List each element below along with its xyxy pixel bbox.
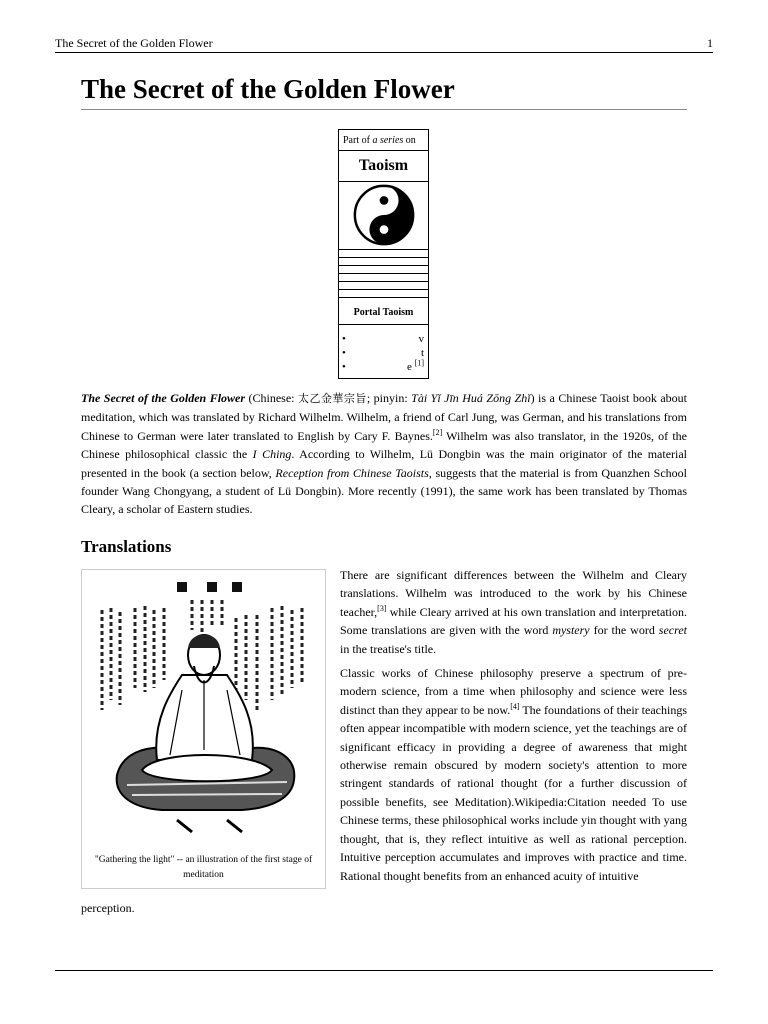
infobox-divider bbox=[339, 324, 428, 325]
infobox-blank-row bbox=[339, 289, 428, 298]
portal-taoism-link[interactable]: Portal Taoism bbox=[353, 307, 414, 318]
footer-rule bbox=[55, 970, 713, 971]
intro-text: . According to Wilhelm, Lü Dongbin was the main originator of the material presented in the book (a section below, bbox=[81, 447, 688, 480]
title-rule bbox=[81, 109, 687, 110]
i-ching-link[interactable]: I Ching bbox=[252, 447, 292, 462]
series-prefix: Part of bbox=[343, 135, 373, 146]
infobox-symbol-cell bbox=[339, 181, 428, 250]
series-suffix: on bbox=[403, 135, 416, 146]
running-header-title: The Secret of the Golden Flower bbox=[55, 36, 213, 50]
reference-3[interactable]: [3] bbox=[377, 603, 387, 613]
illustration-figure bbox=[81, 569, 326, 889]
meditating-figure-illustration[interactable] bbox=[82, 570, 325, 853]
translations-paragraph-1 bbox=[340, 566, 687, 658]
section-heading-translations: Translations bbox=[81, 537, 172, 556]
translations-paragraph-2 bbox=[340, 664, 687, 885]
bullet: • bbox=[342, 361, 346, 373]
navbar-edit-letter[interactable]: e bbox=[407, 361, 412, 373]
navbar-edit-link[interactable] bbox=[407, 358, 424, 373]
yin-yang-icon[interactable] bbox=[353, 184, 415, 246]
figure-caption: "Gathering the light" -- an illustration of the first stage of meditation bbox=[94, 855, 313, 880]
paragraph-text: in the treatise's title. bbox=[340, 641, 437, 656]
secret-term: secret bbox=[658, 623, 687, 638]
intro-text: (Chinese: bbox=[245, 391, 298, 405]
bullet: • bbox=[342, 347, 346, 359]
intro-text: ) is a Chinese Taoist book about meditation, which was translated by Richard Wilhelm. Wilhelm, a friend of Carl Jung, was German, and his translations from Chinese to German were later translated to English by Cary F. Baynes. bbox=[81, 391, 688, 443]
page-number: 1 bbox=[707, 36, 713, 50]
bullet: • bbox=[342, 333, 346, 345]
intro-text: ; pinyin: bbox=[366, 391, 412, 405]
paragraph-text: while Cleary arrived at his own translation and interpretation. Some translations are given with the word bbox=[340, 604, 687, 638]
mystery-term: mystery bbox=[552, 623, 590, 638]
series-infobox bbox=[338, 129, 429, 379]
header-rule bbox=[55, 52, 713, 53]
navbar-talk-link[interactable]: t bbox=[420, 347, 424, 359]
chinese-name: 太乙金華宗旨 bbox=[298, 392, 367, 405]
page-title: The Secret of the Golden Flower bbox=[81, 74, 455, 104]
reference-1[interactable]: [1] bbox=[414, 358, 424, 368]
navbar-view-link[interactable]: v bbox=[418, 333, 424, 345]
series-link[interactable]: a series bbox=[372, 135, 404, 146]
paragraph-text: Classic works of Chinese philosophy preserve a spectrum of pre-modern science, from a time when philosophy and science were less distinct than they appear to be now. bbox=[340, 666, 687, 717]
paragraph-text: for the word bbox=[589, 623, 659, 638]
translations-column bbox=[340, 566, 687, 885]
intro-text: Wilhelm was also translator, in the 1920s, of the Chinese philosophical classic the bbox=[81, 428, 687, 462]
reception-section-link[interactable]: Reception from Chinese Taoists bbox=[275, 465, 429, 480]
series-caption bbox=[339, 130, 428, 151]
paragraph-continuation: perception. bbox=[81, 901, 135, 915]
navbar-edit-item[interactable] bbox=[339, 358, 428, 375]
work-title: The Secret of the Golden Flower bbox=[81, 391, 246, 405]
intro-text: , suggests that the material is from Quanzhen School founder Wang Chongyang, a student of Lü Dongbin). More recently (1991), the same work has been translated by Thomas Cleary, a scholar of Eastern studies. bbox=[81, 465, 687, 517]
navbar-view-item[interactable] bbox=[339, 333, 428, 347]
reference-4[interactable]: [4] bbox=[510, 701, 520, 711]
intro-paragraph bbox=[81, 389, 687, 519]
paragraph-text: There are significant differences between the Wilhelm and Cleary translations. Wilhelm was introduced to the work by his Chinese teacher, bbox=[340, 568, 687, 619]
pinyin-name: Tài Yǐ Jīn Huá Zōng Zhǐ bbox=[411, 391, 531, 405]
infobox-title[interactable]: Taoism bbox=[339, 151, 428, 182]
reference-2[interactable]: [2] bbox=[432, 427, 443, 437]
paragraph-text: The foundations of their teachings often appear incompatible with modern science, yet the teachings are of significant efficacy in providing a degree of awareness that might otherwise remain obscured by modern society's attention to more stringent standards of rational thought (for a further discussion of possible benefits, see Meditation).Wikipedia:Citation needed To use Chinese terms, these philosophical works include yin thought with yang thought, that is, they reflect intuitive as well as rational perception. Intuitive perception accumulates and improves with practice and time. Rational thought benefits from an enhanced acuity of intuitive bbox=[340, 702, 687, 883]
